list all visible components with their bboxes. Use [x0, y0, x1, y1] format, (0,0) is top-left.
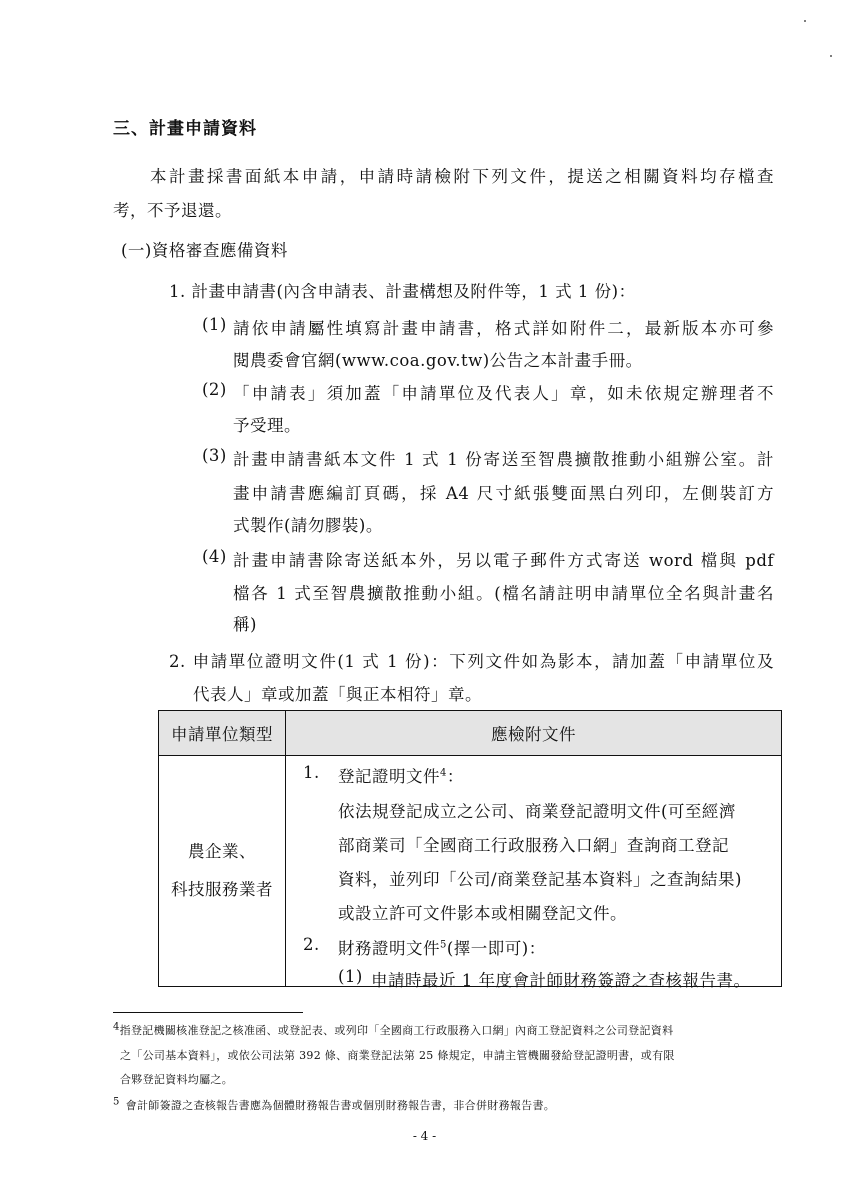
item-2-line-2: 代表人」章或加蓋「與正本相符」章。 [193, 685, 482, 704]
doc-1-title: 登記證明文件 [338, 767, 440, 786]
footnote-4-line-3: 合夥登記資料均屬之。 [120, 1073, 233, 1086]
header-required-documents: 應檢附文件 [286, 711, 782, 756]
doc-2-title-line [338, 935, 546, 959]
item-1-sub-3-line-3: 式製作(請勿膠裝)。 [233, 516, 383, 535]
section-heading: 三、計畫申請資料 [113, 119, 257, 139]
header-applicant-type: 申請單位類型 [159, 711, 286, 756]
item-1-sub-3-line-2: 畫申請書應編訂頁碼，採 A4 尺寸紙張雙面黑白列印，左側裝訂方 [233, 484, 774, 503]
item-1-sub-4-line-3: 稱) [233, 615, 257, 634]
doc-1-title-line [338, 763, 464, 787]
page-number: - 4 - [412, 1129, 437, 1143]
item-1-sub-4-line-1: 計畫申請書除寄送紙本外，另以電子郵件方式寄送 word 檔與 pdf [233, 551, 774, 570]
item-1-sub-3-line-1: 計畫申請書紙本文件 1 式 1 份寄送至智農擴散推動小組辦公室。計 [233, 450, 774, 469]
scan-speck [804, 20, 806, 22]
doc-2-rest: (擇一即可)： [446, 939, 546, 958]
footnote-4-line-1 [113, 1022, 673, 1038]
footnote-5-mark: 5 [113, 1096, 120, 1108]
applicant-type-line-1: 農企業、 [188, 842, 256, 861]
doc-1-number: 1. [303, 763, 320, 782]
footnote-divider [113, 1012, 303, 1013]
item-2-line-1: 2. 申請單位證明文件(1 式 1 份)：下列文件如為影本，請加蓋「申請單位及 [169, 652, 774, 671]
doc-1-line-2: 部商業司「全國商工行政服務入口網」查詢商工登記 [338, 836, 729, 855]
table-row [159, 756, 782, 987]
footnote-ref-5: 5 [440, 939, 447, 951]
doc-1-line-1: 依法規登記成立之公司、商業登記證明文件(可至經濟 [338, 802, 736, 821]
item-1-sub-1-line-1: 請依申請屬性填寫計畫申請書，格式詳如附件二，最新版本亦可參 [233, 319, 774, 338]
footnote-5-text-1: 會計師簽證之查核報告書應為個體財務報告書或個別財務報告書，非合併財務報告書。 [125, 1099, 556, 1112]
intro-line-2: 考，不予退還。 [113, 201, 232, 220]
applicant-type-cell [159, 756, 286, 987]
subsection-title: (一)資格審查應備資料 [121, 241, 288, 260]
applicant-type-line-2: 科技服務業者 [171, 880, 273, 899]
required-documents-cell [286, 756, 782, 990]
doc-2-sub-1-number: (1) [338, 967, 363, 986]
scan-speck [830, 55, 832, 57]
item-1-sub-3-num: (3) [202, 446, 227, 465]
doc-2-title: 財務證明文件 [338, 939, 440, 958]
footnote-4-line-2: 之「公司基本資料」，或依公司法第 392 條、商業登記法第 25 條規定，申請主管機關發給登記證明書，或有限 [120, 1049, 675, 1062]
doc-1-line-3: 資料，並列印「公司/商業登記基本資料」之查詢結果) [338, 870, 742, 889]
item-1-sub-1-line-2: 閱農委會官網(www.coa.gov.tw)公告之本計畫手冊。 [233, 351, 643, 370]
item-1-sub-2-line-1: 「申請表」須加蓋「申請單位及代表人」章，如未依規定辦理者不 [233, 384, 774, 403]
intro-line-1: 本計畫採書面紙本申請，申請時請檢附下列文件，提送之相關資料均存檔查 [150, 167, 774, 186]
item-1-sub-4-num: (4) [202, 547, 227, 566]
table-header-row [159, 711, 782, 756]
doc-2-sub-1: 申請時最近 1 年度會計師財務簽證之查核報告書。 [371, 971, 751, 990]
item-1-sub-4-line-2: 檔各 1 式至智農擴散推動小組。(檔名請註明申請單位全名與計畫名 [233, 584, 774, 603]
doc-2-number: 2. [303, 935, 320, 954]
doc-1-colon: ： [446, 767, 464, 786]
item-1-sub-2-num: (2) [202, 380, 227, 399]
footnote-4-text-1: 指登記機關核准登記之核准函、或登記表、或列印「全國商工行政服務入口網」內商工登記資料之公司登記資料 [119, 1024, 674, 1037]
item-1-sub-2-line-2: 予受理。 [233, 416, 301, 435]
item-1-title: 1. 計畫申請書(內含申請表、計畫構想及附件等，1 式 1 份)： [169, 282, 636, 301]
footnote-ref-4: 4 [440, 767, 447, 779]
footnote-5-line-1 [113, 1097, 555, 1113]
footnote-4-mark: 4 [113, 1021, 120, 1033]
required-documents-table [158, 710, 782, 990]
item-1-sub-1-num: (1) [202, 315, 227, 334]
doc-1-line-4: 或設立許可文件影本或相關登記文件。 [338, 904, 627, 923]
